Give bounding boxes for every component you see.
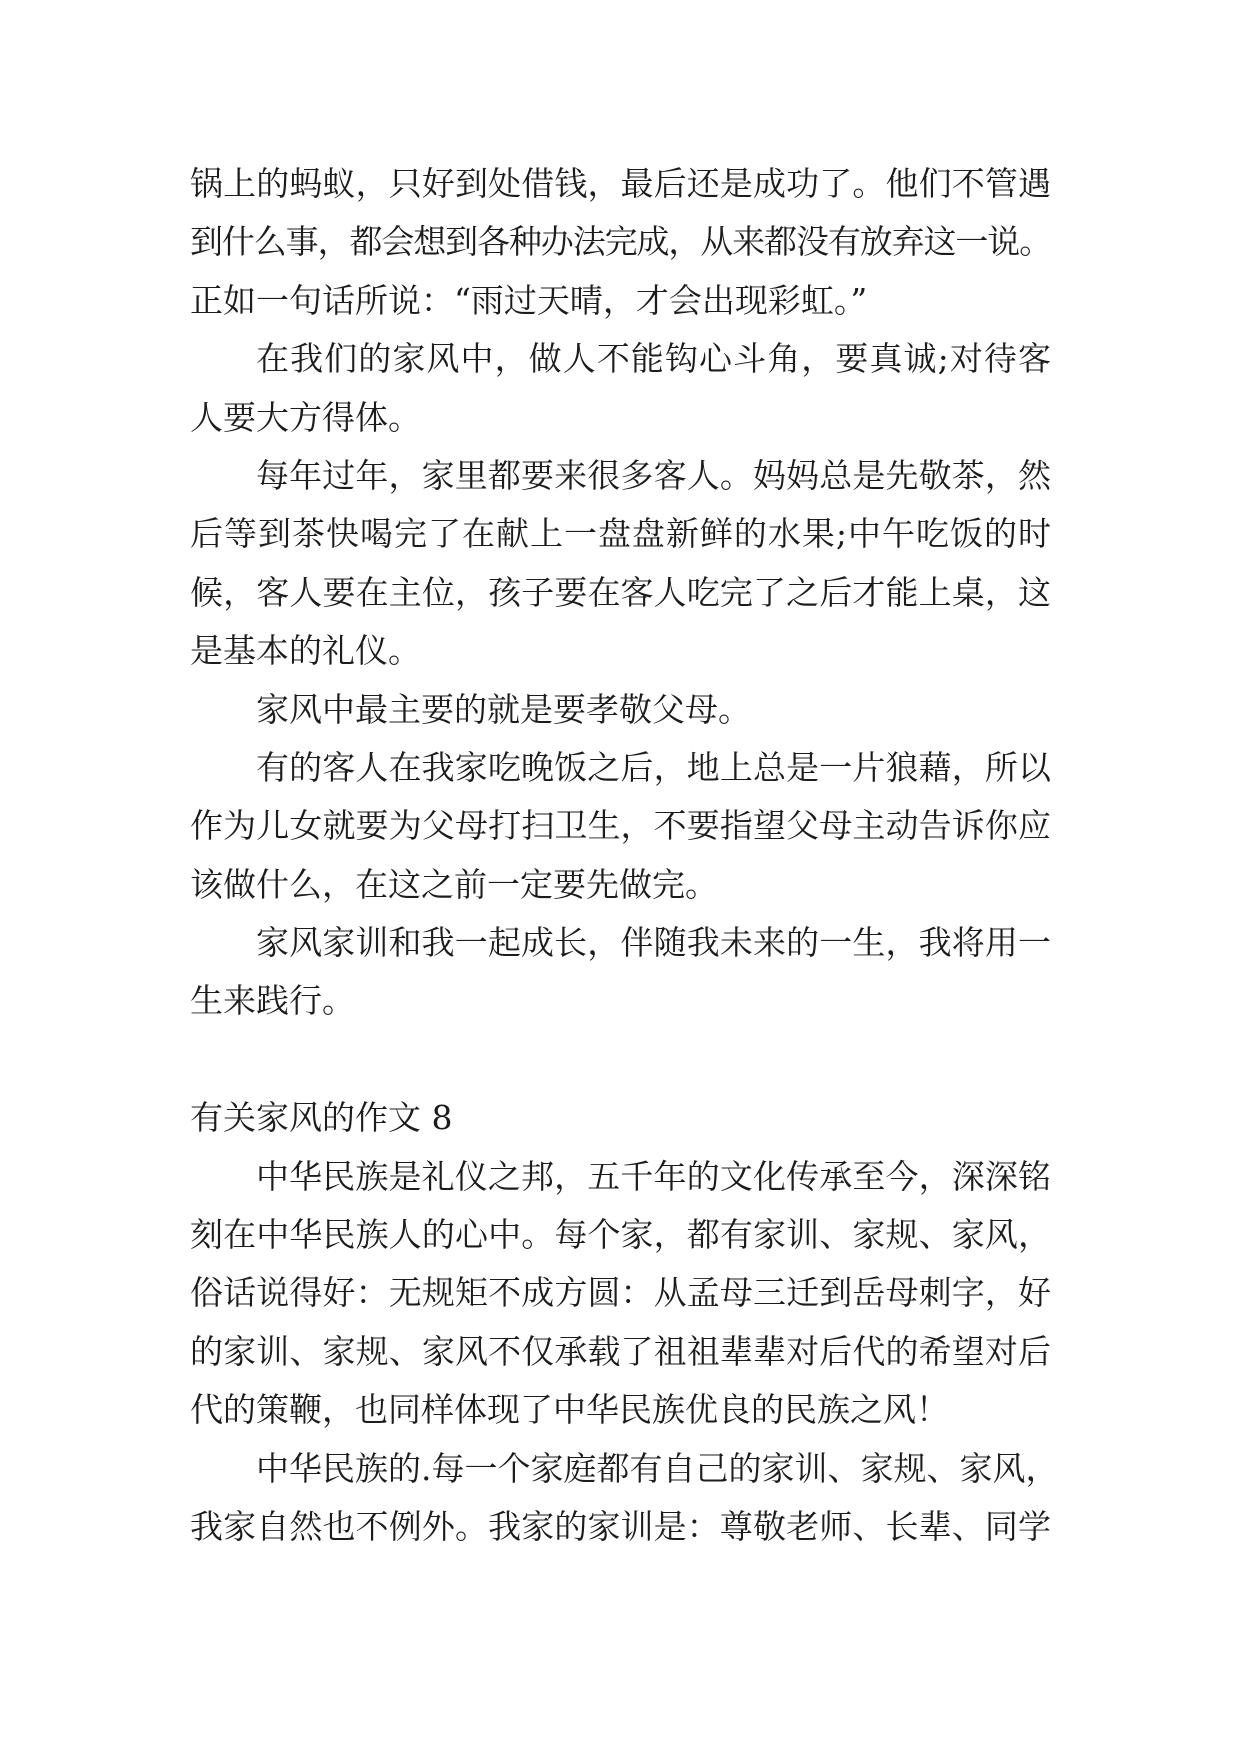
text-line: 的家训、家规、家风不仅承载了祖祖辈辈对后代的希望对后 <box>190 1331 1051 1371</box>
text-line: 人要大方得体。 <box>190 397 421 437</box>
paragraph <box>190 739 1051 914</box>
text-line: 到什么事，都会想到各种办法完成，从来都没有放弃这一说。 <box>190 222 1051 262</box>
text-line: 中华民族是礼仪之邦，五千年的文化传承至今，深深铭 <box>256 1156 1051 1196</box>
paragraph <box>190 330 1051 447</box>
text-line: 有的客人在我家吃晚饭之后，地上总是一片狼藉，所以 <box>256 747 1051 787</box>
paragraph <box>190 914 1051 1031</box>
text-line: 生来践行。 <box>190 981 355 1021</box>
text-line: 后等到茶快喝完了在献上一盘盘新鲜的水果;中午吃饭的时 <box>190 514 1051 554</box>
text-line: 候，客人要在主位，孩子要在客人吃完了之后才能上桌，这 <box>190 572 1051 612</box>
text-line: 该做什么，在这之前一定要先做完。 <box>190 864 718 904</box>
paragraph <box>190 447 1051 681</box>
text-line: 刻在中华民族人的心中。每个家，都有家训、家规、家风， <box>190 1215 1051 1255</box>
text-line: 锅上的蚂蚁，只好到处借钱，最后还是成功了。他们不管遇 <box>190 164 1051 203</box>
text-line: 我家自然也不例外。我家的家训是：尊敬老师、长辈、同学 <box>190 1506 1051 1546</box>
text-line: 是基本的礼仪。 <box>190 631 421 671</box>
text-line: 每年过年，家里都要来很多客人。妈妈总是先敬茶，然 <box>256 455 1051 495</box>
text-line: 代的策鞭，也同样体现了中华民族优良的民族之风！ <box>190 1390 949 1430</box>
paragraph <box>190 155 1051 330</box>
blank-line <box>190 1031 1051 1089</box>
section-heading: 有关家风的作文 8 <box>190 1098 453 1138</box>
text-line: 在我们的家风中，做人不能钩心斗角，要真诚;对待客 <box>256 339 1051 379</box>
document-body <box>190 155 1059 1556</box>
paragraph <box>190 1440 1059 1557</box>
paragraph <box>190 681 1051 739</box>
text-line: 正如一句话所说：“雨过天晴，才会出现彩虹。” <box>190 280 868 320</box>
text-line: 家风家训和我一起成长，伴随我未来的一生，我将用一 <box>256 923 1051 963</box>
paragraph <box>190 1148 1051 1440</box>
text-line: 家风中最主要的就是要孝敬父母。 <box>256 689 751 729</box>
text-line: 作为儿女就要为父母打扫卫生，不要指望父母主动告诉你应 <box>190 806 1051 846</box>
text-line: 中华民族的.每一个家庭都有自己的家训、家规、家风， <box>256 1448 1059 1488</box>
text-line: 俗话说得好：无规矩不成方圆：从孟母三迁到岳母刺字，好 <box>190 1273 1051 1313</box>
